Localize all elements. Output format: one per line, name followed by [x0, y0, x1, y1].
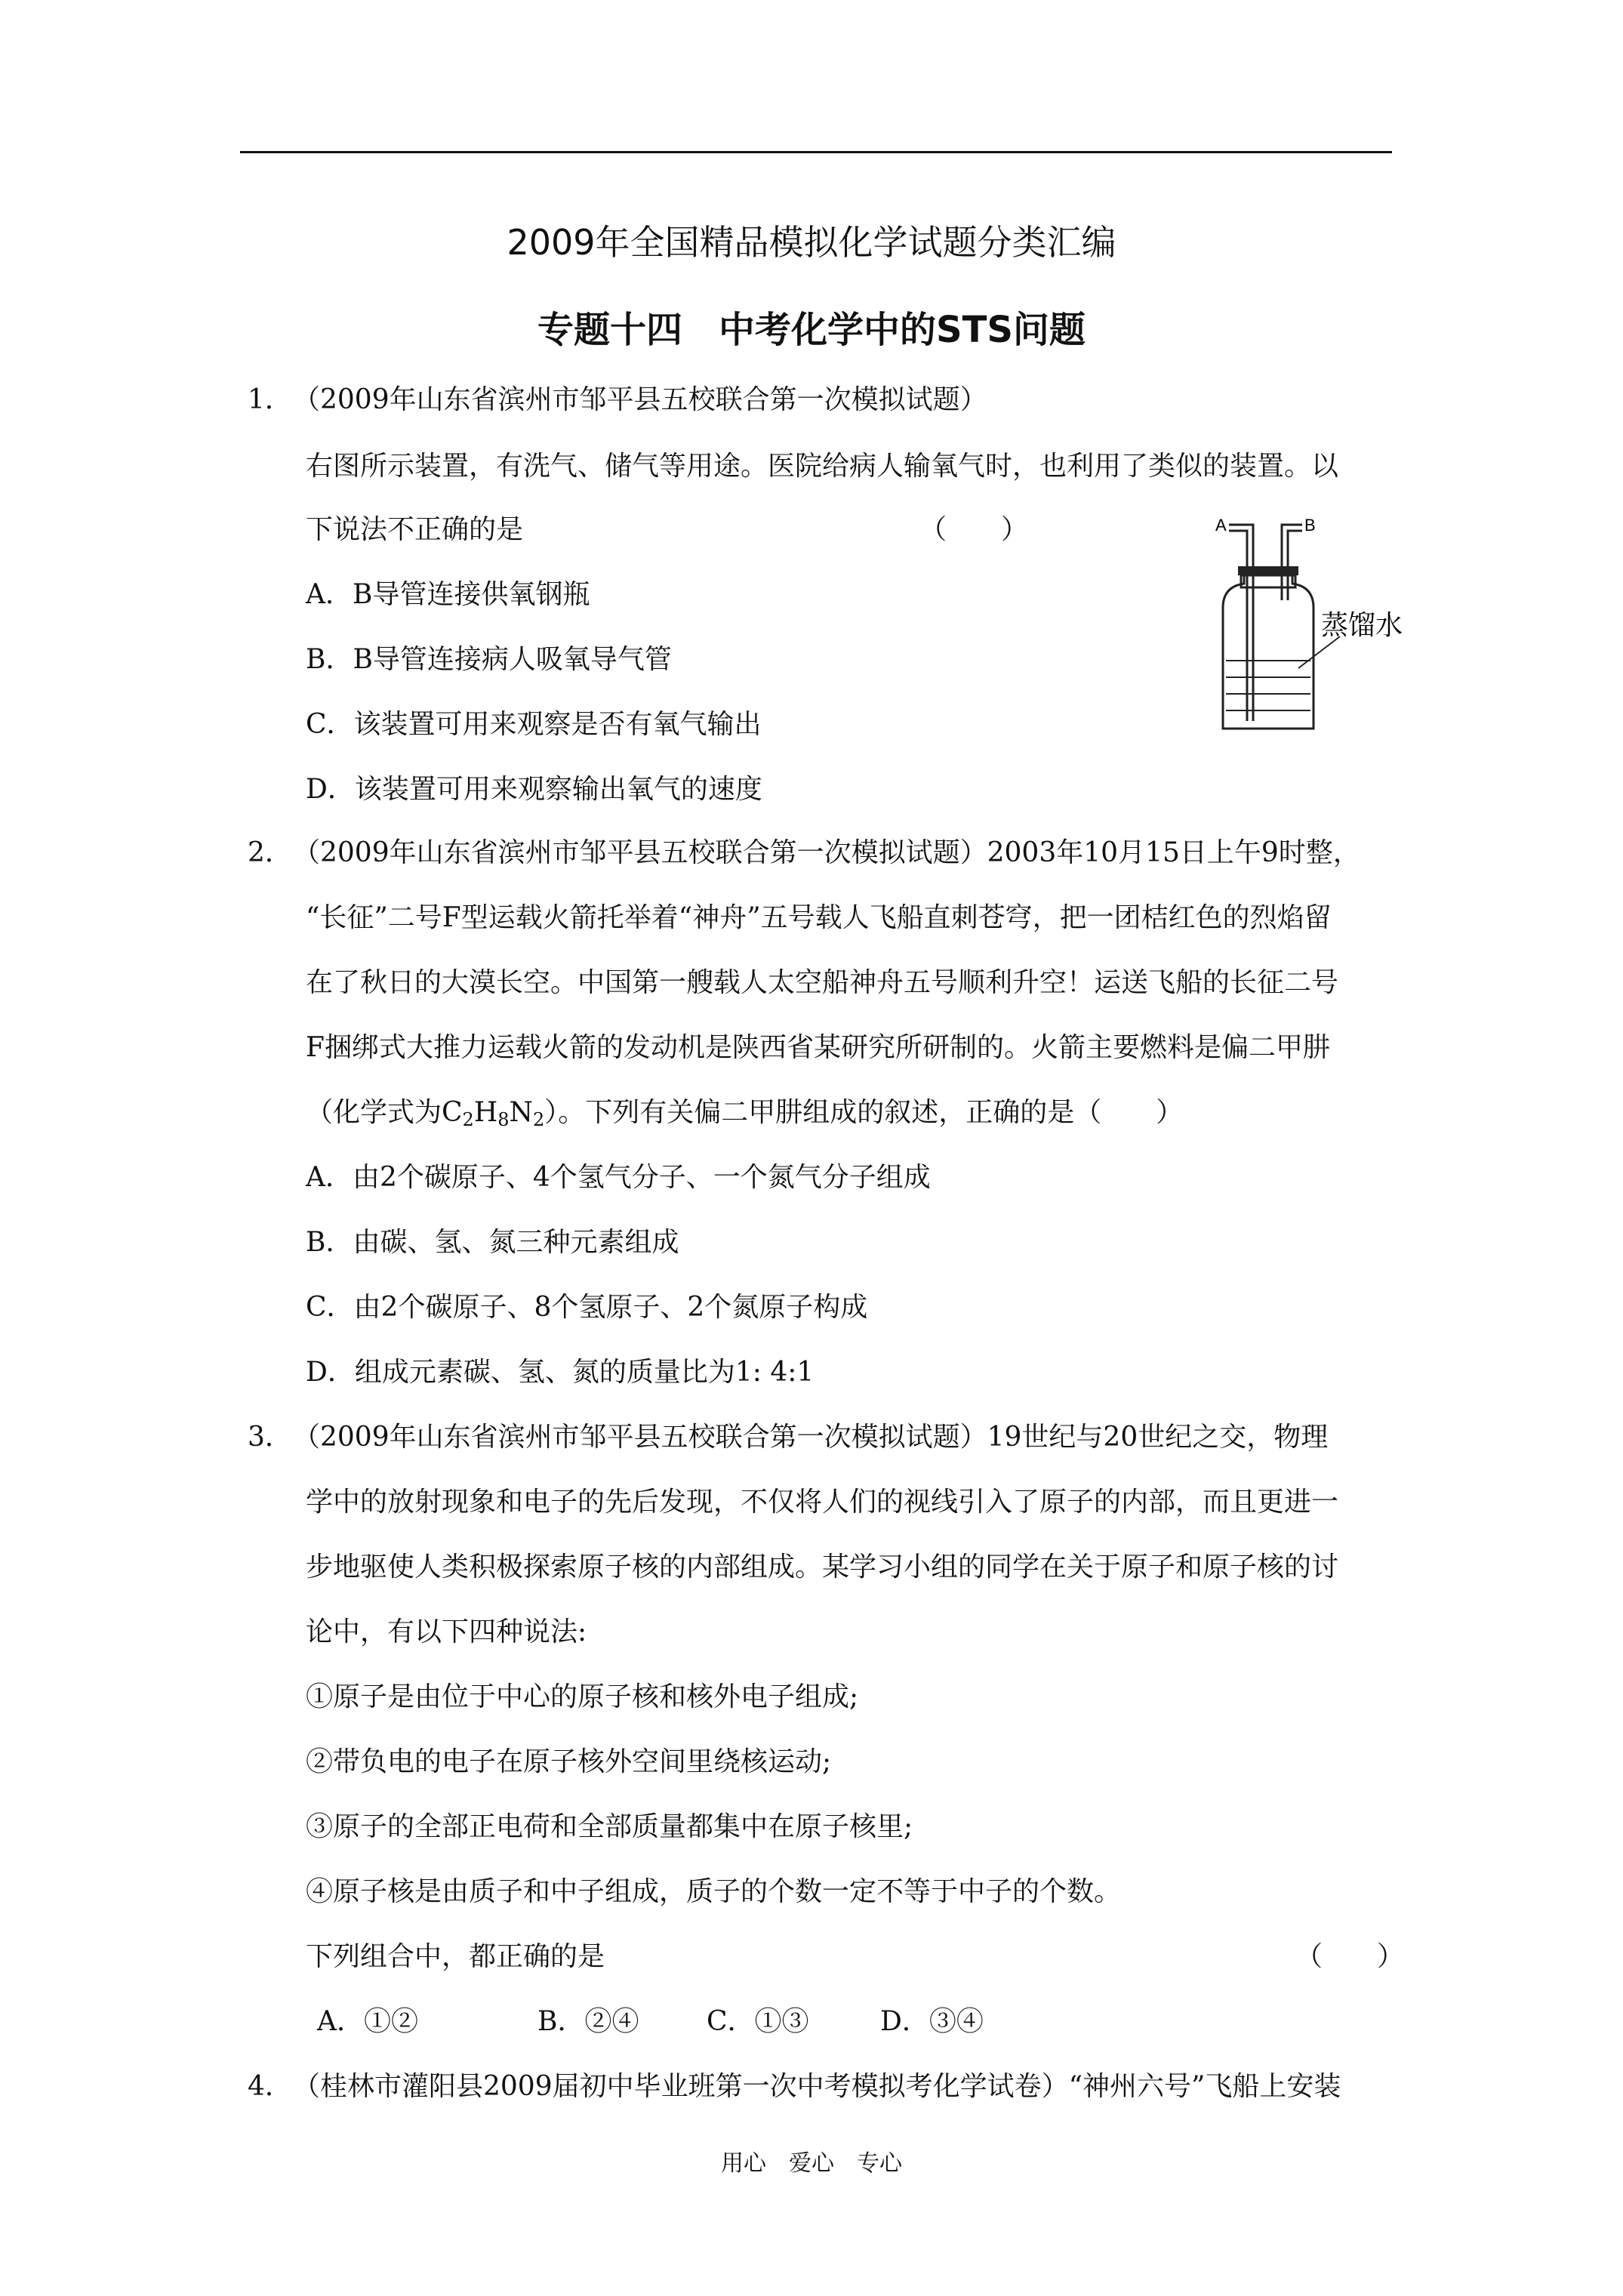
q1-option-c: C．该装置可用来观察是否有氧气输出	[306, 709, 762, 740]
figure-label-water: 蒸馏水	[1321, 610, 1403, 641]
q3-option-a: A．①②	[317, 2006, 418, 2037]
figure-label-b: B	[1304, 516, 1316, 535]
q1-option-d: D．该装置可用来观察输出氧气的速度	[306, 774, 762, 805]
q2-option-a: A．由2个碳原子、4个氢气分子、一个氮气分子组成	[306, 1162, 931, 1193]
q2-stem-line3: 在了秋日的大漠长空。中国第一艘载人太空船神舟五号顺利升空！运送飞船的长征二号	[306, 967, 1339, 998]
q2-number: 2．	[248, 837, 292, 868]
q3-option-d: D．③④	[880, 2006, 984, 2037]
q2-stem-line5: （化学式为$C_2H_8N_2$）。下列有关偏二甲肼组成的叙述，正确的是（ ）	[306, 1097, 1184, 1130]
q1-option-a: A．B导管连接供氧钢瓶	[306, 579, 590, 610]
page-footer: 用心 爱心 专心	[721, 2150, 902, 2177]
q3-option-b: B．②④	[537, 2006, 639, 2037]
q2-stem-line1: （2009年山东省滨州市邹平县五校联合第一次模拟试题）2003年10月15日上午9时整，	[293, 837, 1360, 868]
q1-number: 1．	[248, 384, 292, 415]
q1-stem-line2: 下说法不正确的是	[306, 514, 524, 545]
q3-answer-blank: （ ）	[1295, 1941, 1405, 1972]
q2-option-c: C．由2个碳原子、8个氢原子、2个氮原子构成	[306, 1292, 868, 1323]
gas-washing-bottle-figure	[1208, 510, 1434, 736]
q1-source: （2009年山东省滨州市邹平县五校联合第一次模拟试题）	[293, 384, 987, 415]
section-title: 专题十四 中考化学中的STS问题	[537, 309, 1086, 351]
q4-stem-line1: （桂林市灌阳县2009届初中毕业班第一次中考模拟考化学试卷）“神州六号”飞船上安装	[293, 2071, 1341, 2102]
q2-option-d: D．组成元素碳、氢、氮的质量比为1: 4:1	[306, 1357, 815, 1388]
q1-option-b: B．B导管连接病人吸氧导气管	[306, 644, 672, 675]
q2-stem-line2: “长征”二号F型运载火箭托举着“神舟”五号载人飞船直刺苍穹，把一团桔红色的烈焰留	[306, 902, 1332, 933]
header-rule	[240, 151, 1392, 153]
q3-prompt: 下列组合中，都正确的是	[306, 1941, 605, 1972]
q3-number: 3．	[248, 1422, 292, 1453]
q3-stem-line3: 步地驱使人类积极探索原子核的内部组成。某学习小组的同学在关于原子和原子核的讨	[306, 1552, 1339, 1583]
q3-stem-line1: （2009年山东省滨州市邹平县五校联合第一次模拟试题）19世纪与20世纪之交，物理	[293, 1422, 1329, 1453]
figure-label-a: A	[1215, 516, 1227, 535]
q3-stem-line4: 论中，有以下四种说法:	[306, 1616, 587, 1647]
q3-statement-4: ④原子核是由质子和中子组成，质子的个数一定不等于中子的个数。	[306, 1876, 1122, 1907]
q2-option-b: B．由碳、氢、氮三种元素组成	[306, 1227, 679, 1258]
q3-statement-1: ①原子是由位于中心的原子核和核外电子组成;	[306, 1681, 859, 1712]
q2-stem-line4: F捆绑式大推力运载火箭的发动机是陕西省某研究所研制的。火箭主要燃料是偏二甲肼	[306, 1032, 1330, 1063]
q3-statement-2: ②带负电的电子在原子核外空间里绕核运动;	[306, 1746, 832, 1777]
q3-option-c: C．①③	[707, 2006, 809, 2037]
q3-statement-3: ③原子的全部正电荷和全部质量都集中在原子核里;	[306, 1811, 913, 1842]
q4-number: 4．	[248, 2071, 292, 2102]
q1-answer-blank: （ ）	[919, 514, 1029, 545]
q1-stem-line1: 右图所示装置，有洗气、储气等用途。医院给病人输氧气时，也利用了类似的装置。以	[306, 451, 1339, 482]
q3-stem-line2: 学中的放射现象和电子的先后发现，不仅将人们的视线引入了原子的内部，而且更进一	[306, 1487, 1339, 1518]
page-title: 2009年全国精品模拟化学试题分类汇编	[507, 222, 1116, 263]
